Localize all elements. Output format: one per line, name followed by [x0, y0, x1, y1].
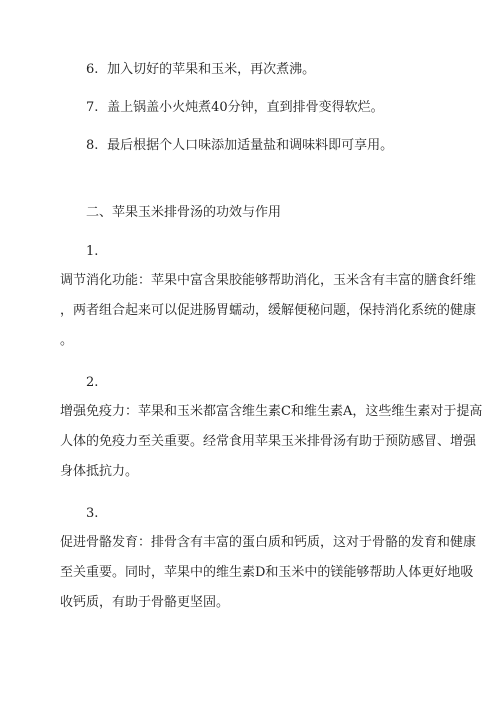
paragraph-line: 。 [60, 333, 74, 348]
paragraph-line: 身体抵抗力。 [60, 464, 139, 479]
benefit-number-2: 2. [86, 375, 99, 390]
paragraph-line: 人体的免疫力至关重要。经常食用苹果玉米排骨汤有助于预防感冒、增强 [60, 434, 477, 449]
step-text: 加入切好的苹果和玉米，再次煮沸。 [107, 62, 316, 77]
benefit-number-3: 3. [86, 506, 99, 521]
step-text: 盖上锅盖小火炖煮40分钟，直到排骨变得软烂。 [107, 100, 384, 115]
paragraph-line: 增强免疫力：苹果和玉米都富含维生素C和维生素A，这些维生素对于提高 [60, 404, 483, 419]
benefit-paragraph-1 [60, 266, 477, 356]
paragraph-line: 促进骨骼发育：排骨含有丰富的蛋白质和钙质，这对于骨骼的发育和健康 [60, 535, 477, 550]
step-number: 7. [86, 100, 99, 115]
step-item-6 [86, 61, 315, 79]
step-number: 8. [86, 138, 99, 153]
benefit-paragraph-3 [60, 528, 477, 618]
step-number: 6. [86, 62, 99, 77]
step-item-7 [86, 99, 384, 117]
paragraph-line: ，两者组合起来可以促进肠胃蠕动，缓解便秘问题，保持消化系统的健康 [60, 303, 477, 318]
benefit-paragraph-2 [60, 397, 483, 487]
paragraph-line: 调节消化功能：苹果中富含果胶能够帮助消化，玉米含有丰富的膳食纤维 [60, 273, 477, 288]
paragraph-line: 至关重要。同时，苹果中的维生素D和玉米中的镁能够帮助人体更好地吸 [60, 565, 474, 580]
paragraph-line: 收钙质，有助于骨骼更坚固。 [60, 595, 230, 610]
step-item-8 [86, 137, 393, 155]
section-heading: 二、苹果玉米排骨汤的功效与作用 [86, 205, 282, 220]
step-text: 最后根据个人口味添加适量盐和调味料即可享用。 [107, 138, 394, 153]
benefit-number-1: 1. [86, 244, 99, 259]
